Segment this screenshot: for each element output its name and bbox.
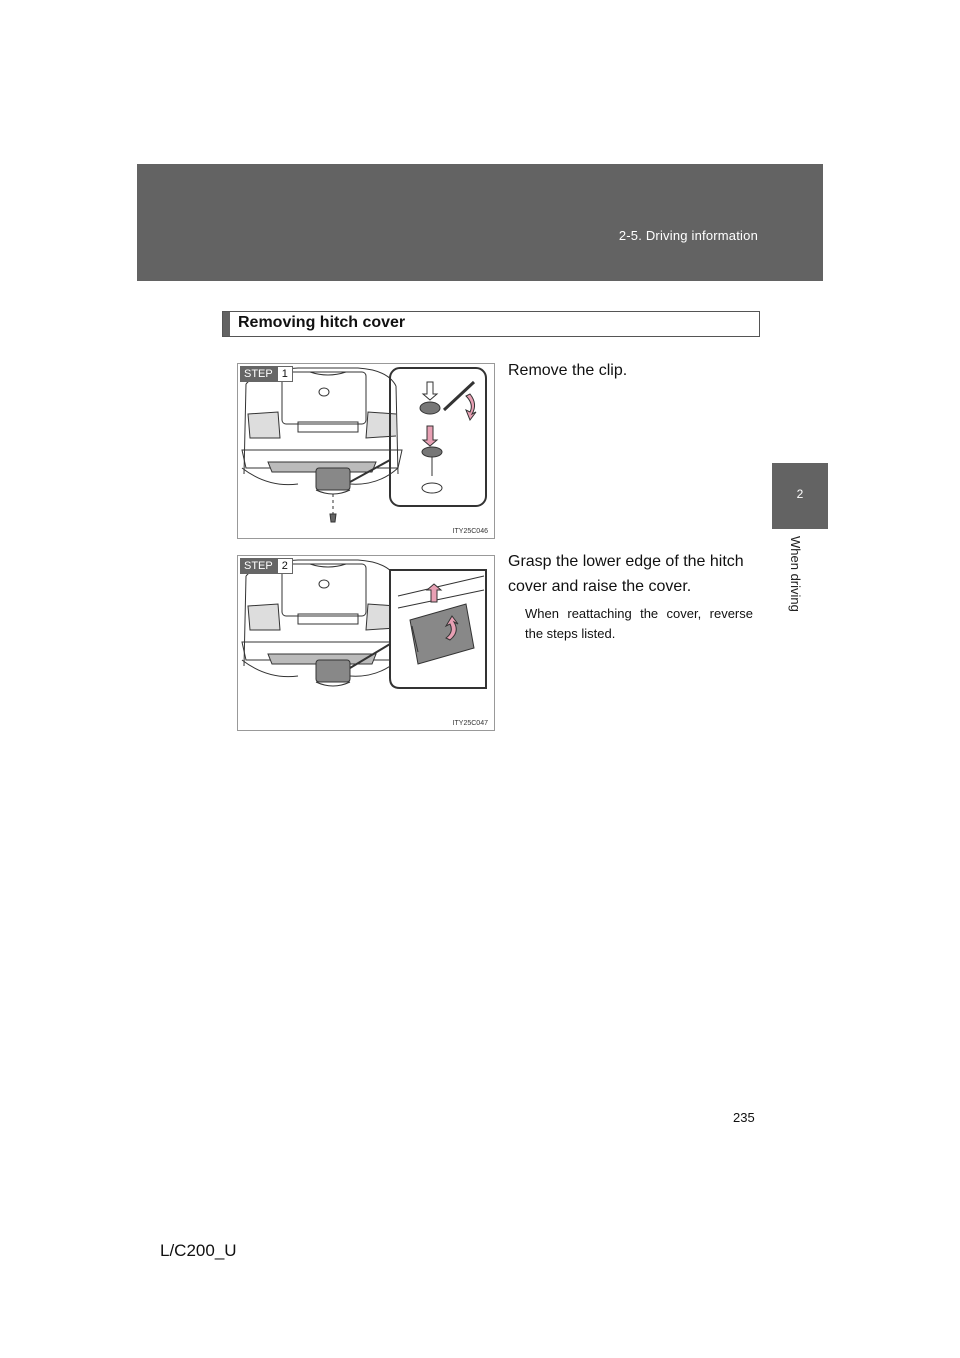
heading-bar xyxy=(223,312,230,336)
header-band xyxy=(137,164,823,281)
model-code: L/C200_U xyxy=(160,1241,237,1260)
chapter-tab xyxy=(772,463,828,529)
clip-removal-illustration xyxy=(238,364,494,538)
step2-instruction: Grasp the lower edge of the hitch cover and raise the cover. xyxy=(508,553,744,595)
step2-badge xyxy=(240,558,293,574)
figure-code: ITY25C046 xyxy=(452,528,488,535)
chapter-label: When driving xyxy=(788,536,803,612)
step-word: STEP xyxy=(240,558,277,574)
step-number: 2 xyxy=(277,558,293,574)
step-number: 1 xyxy=(277,366,293,382)
subsection-heading xyxy=(222,311,760,337)
figure-code: ITY25C047 xyxy=(452,720,488,727)
step1-badge xyxy=(240,366,293,382)
heading-title: Removing hitch cover xyxy=(238,314,406,331)
reattach-note: When reattaching the cover, reverse the steps listed. xyxy=(525,606,753,641)
step2-illustration xyxy=(237,555,495,731)
chapter-number: 2 xyxy=(796,487,804,501)
step1-instruction: Remove the clip. xyxy=(508,362,628,379)
step-word: STEP xyxy=(240,366,277,382)
step1-illustration xyxy=(237,363,495,539)
page-number: 235 xyxy=(733,1110,755,1125)
section-title: 2-5. Driving information xyxy=(618,228,758,243)
cover-raise-illustration xyxy=(238,556,494,730)
